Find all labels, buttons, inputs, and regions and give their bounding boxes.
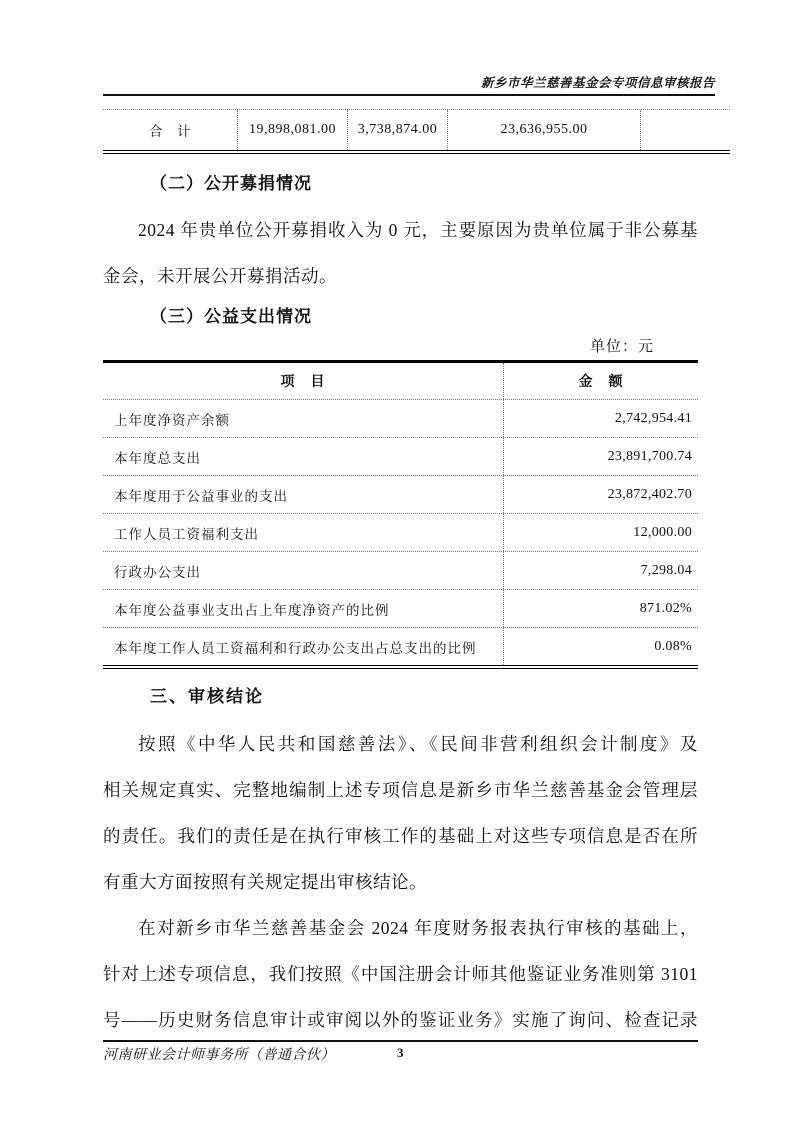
expense-item-amount: 23,891,700.74	[607, 448, 692, 464]
paragraph-line: 2024 年贵单位公开募捐收入为 0 元，主要原因为贵单位属于非公募基	[138, 220, 698, 240]
expense-item-label: 本年度工作人员工资福利和行政办公支出占总支出的比例	[103, 628, 504, 665]
footer-firm-name: 河南研业会计师事务所（普通合伙）	[103, 1048, 335, 1063]
expense-item-amount: 7,298.04	[640, 562, 692, 578]
unit-label: 单位：元	[589, 339, 654, 355]
expense-item-label: 上年度净资产余额	[103, 400, 504, 437]
public-fundraising-paragraph	[103, 207, 698, 299]
page-footer	[103, 1040, 698, 1064]
paragraph-line: 按照《中华人民共和国慈善法》、《民间非营利组织会计制度》及	[138, 734, 698, 754]
expense-item-label: 本年度总支出	[103, 438, 504, 475]
expense-header-item: 项 目	[103, 363, 504, 399]
summary-cell: 23,636,955.00	[448, 110, 641, 150]
paragraph-line: 的责任。我们的责任是在执行审核工作的基础上对这些专项信息是否在所	[103, 826, 698, 846]
paragraph-line: 有重大方面按照有关规定提出审核结论。	[103, 872, 427, 892]
expense-header-amount: 金 额	[578, 375, 624, 390]
summary-table	[103, 109, 730, 154]
section-heading-public-welfare: （三）公益支出情况	[150, 307, 312, 326]
paragraph-line: 号——历史财务信息审计或审阅以外的鉴证业务》实施了询问、检查记录	[103, 1010, 698, 1030]
expense-table	[103, 360, 698, 669]
expense-item-label: 行政办公支出	[103, 552, 504, 589]
expense-item-amount: 871.02%	[639, 600, 692, 616]
expense-item-amount: 0.08%	[654, 638, 692, 654]
expense-table-row	[103, 476, 698, 514]
expense-table-row	[103, 590, 698, 628]
expense-item-amount: 12,000.00	[633, 524, 692, 540]
paragraph-line: 针对上述专项信息，我们按照《中国注册会计师其他鉴证业务准则第 3101	[103, 964, 698, 984]
footer-page-number: 3	[397, 1045, 404, 1060]
expense-table-row	[103, 400, 698, 438]
expense-item-amount: 2,742,954.41	[614, 410, 692, 426]
conclusion-paragraph-2	[103, 905, 698, 1043]
paragraph-line: 在对新乡市华兰慈善基金会 2024 年度财务报表执行审核的基础上，	[138, 918, 698, 938]
conclusion-paragraph-1	[103, 721, 698, 905]
expense-table-row	[103, 628, 698, 665]
expense-item-label: 本年度公益事业支出占上年度净资产的比例	[103, 590, 504, 627]
summary-cell	[641, 110, 730, 150]
running-header-title: 新乡市华兰慈善基金会专项信息审核报告	[103, 73, 715, 96]
expense-table-header-row	[103, 363, 698, 400]
summary-cell: 19,898,081.00	[238, 110, 348, 150]
paragraph-line: 金会，未开展公开募捐活动。	[103, 266, 337, 286]
paragraph-line: 相关规定真实、完整地编制上述专项信息是新乡市华兰慈善基金会管理层	[103, 780, 698, 800]
section-heading-conclusion: 三、审核结论	[150, 687, 264, 706]
expense-table-body	[103, 400, 698, 665]
expense-table-row	[103, 514, 698, 552]
expense-table-row	[103, 438, 698, 476]
summary-total-row	[103, 110, 730, 150]
expense-item-label: 本年度用于公益事业的支出	[103, 476, 504, 513]
expense-item-amount: 23,872,402.70	[607, 486, 692, 502]
section-heading-public-fundraising: （二）公开募捐情况	[150, 174, 312, 193]
summary-cell: 3,738,874.00	[348, 110, 448, 150]
expense-table-row	[103, 552, 698, 590]
expense-item-label: 工作人员工资福利支出	[103, 514, 504, 551]
summary-cell: 合 计	[103, 110, 238, 150]
